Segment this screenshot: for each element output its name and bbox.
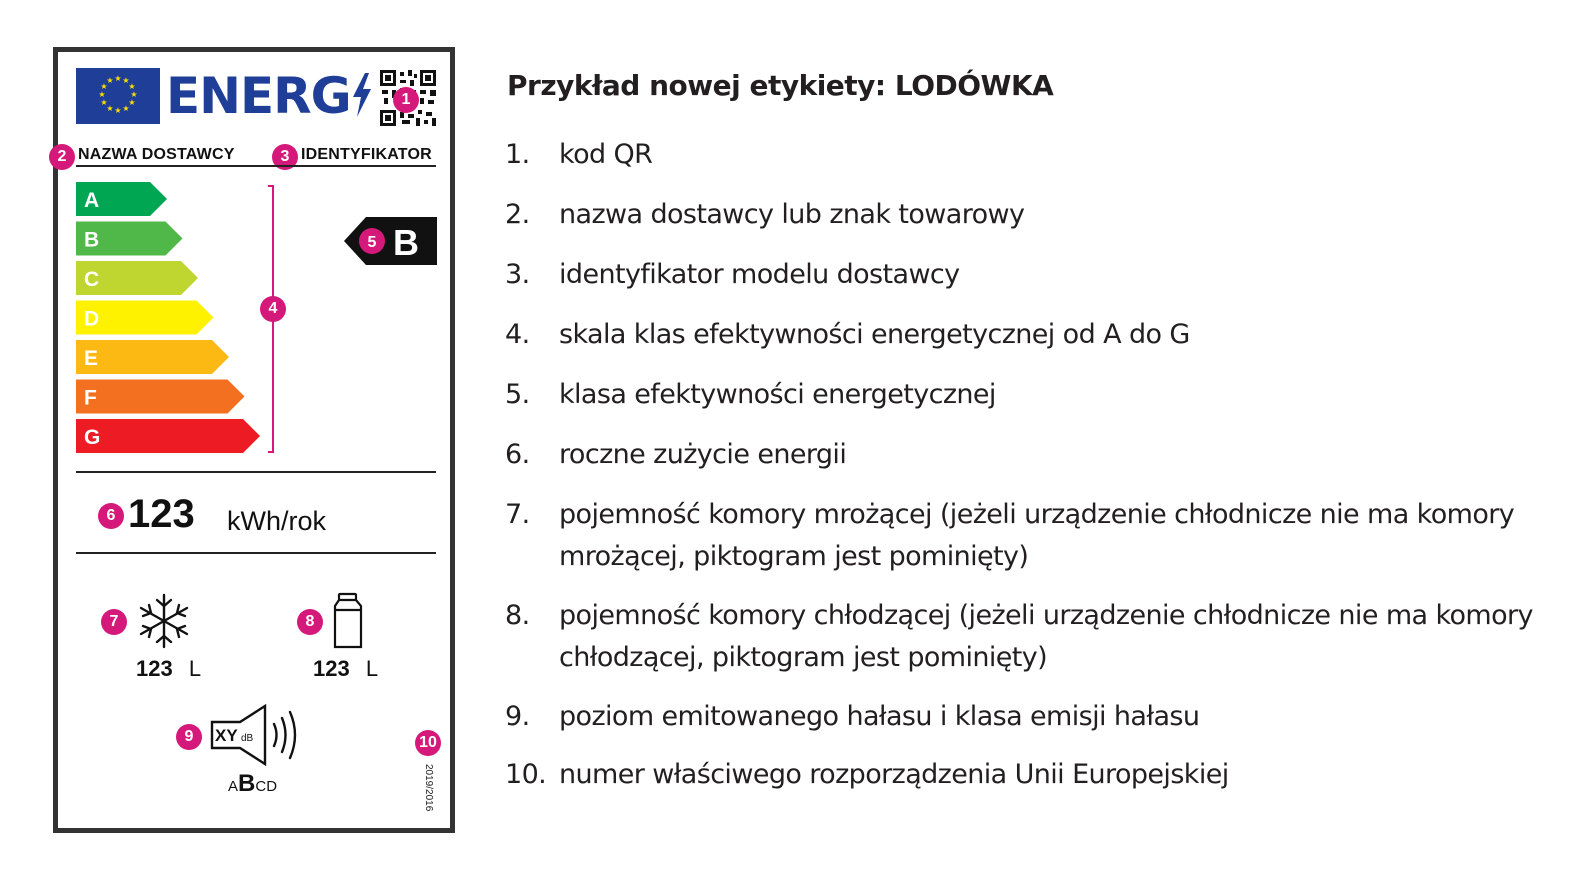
efficiency-scale [76,182,276,458]
legend-item-number: 9. [505,701,530,732]
legend-item-text: nazwa dostawcy lub znak towarowy [559,199,1025,230]
eu-flag-icon [76,68,160,124]
legend-item-text: roczne zużycie energii [559,439,847,470]
fridge-volume-value: 123 [313,656,350,681]
freezer-volume-value: 123 [136,656,173,681]
legend-item-text: identyfikator modelu dostawcy [559,259,960,290]
efficiency-letter-d: D [84,307,100,331]
legend-item-number: 4. [505,319,530,350]
energy-header [166,66,373,126]
legend-item-text: pojemność komory mrożącej (jeżeli urządzenie chłodnicze nie ma komory mrożącej, piktogram jest pominięty) [559,499,1515,572]
legend-item-number: 10. [505,759,547,790]
legend-item-number: 1. [505,139,530,170]
legend-item-text: numer właściwego rozporządzenia Unii Europejskiej [559,759,1229,790]
legend-item-number: 7. [505,499,530,530]
badge-1: 1 [393,87,419,113]
fridge-bottle-icon [332,592,364,650]
energy-consumption-value: 123 [128,492,195,536]
efficiency-letter-c: C [84,268,100,291]
efficiency-arrow-g [76,419,260,453]
badge-3: 3 [272,144,298,170]
noise-class-scale [228,770,277,798]
badge-8: 8 [297,609,323,635]
energy-divider [76,552,436,554]
snowflake-icon [136,592,192,650]
efficiency-arrow-e [76,340,229,374]
scale-divider [76,471,436,473]
efficiency-arrow-f [76,380,245,414]
energ-word: ENERG [166,67,351,125]
efficiency-letter-f: F [84,386,97,410]
freezer-volume-unit: L [188,656,202,681]
svg-text:★: ★ [106,76,114,85]
badge-6: 6 [98,503,124,529]
model-identifier: IDENTYFIKATOR [301,146,432,163]
svg-text:★: ★ [128,82,136,91]
fridge-volume-unit: L [365,656,379,681]
legend-item-text: skala klas efektywności energetycznej od A do G [559,319,1190,350]
speaker-noise-icon [210,704,304,768]
legend-item-text: pojemność komory chłodzącej (jeżeli urządzenie chłodnicze nie ma komory chłodzącej, piktogram jest pominięty) [559,600,1533,673]
noise-class-a: A [228,778,239,795]
legend-item-text: poziom emitowanego hałasu i klasa emisji hałasu [559,701,1200,732]
fridge-volume [313,656,378,682]
efficiency-letter-b: B [84,228,100,252]
svg-text:★: ★ [98,90,106,99]
legend-title: Przykład nowej etykiety: LODÓWKA [507,69,1054,102]
energy-label [53,47,455,833]
legend-item-text: kod QR [559,139,653,170]
badge-9: 9 [176,724,202,750]
badge-5: 5 [367,234,377,251]
efficiency-letter-e: E [84,347,99,370]
regulation-number: 2019/2016 [423,764,434,812]
legend-item-number: 2. [505,199,530,230]
energy-class-indicator [344,217,437,265]
badge-4: 4 [260,296,286,322]
svg-text:★: ★ [100,98,108,107]
noise-class-selected: B [238,770,256,797]
efficiency-letter-a: A [84,189,100,212]
noise-xy-text: XY [215,726,238,745]
svg-text:★: ★ [130,90,138,99]
supplier-name: NAZWA DOSTAWCY [78,146,235,163]
header-divider [76,165,436,167]
svg-text:★: ★ [122,104,130,113]
efficiency-letter-g: G [84,426,101,449]
badge-7: 7 [101,609,127,635]
legend-item-number: 5. [505,379,530,410]
legend-item-number: 6. [505,439,530,470]
legend-item-text: klasa efektywności energetycznej [559,379,996,410]
svg-text:★: ★ [114,106,122,115]
noise-db-unit: dB [241,733,254,744]
energy-consumption-unit: kWh/rok [227,506,327,536]
energy-class-letter: B [393,222,419,263]
lightning-icon [351,73,373,117]
svg-text:★: ★ [128,98,136,107]
svg-text:★: ★ [114,74,122,83]
legend-item-number: 3. [505,259,530,290]
badge-2: 2 [49,144,75,170]
svg-text:★: ★ [106,104,114,113]
freezer-volume [136,656,201,682]
badge-10: 10 [415,730,441,756]
svg-text:★: ★ [100,82,108,91]
svg-text:★: ★ [122,76,130,85]
legend-item-number: 8. [505,600,530,631]
noise-class-cd: CD [255,778,278,795]
